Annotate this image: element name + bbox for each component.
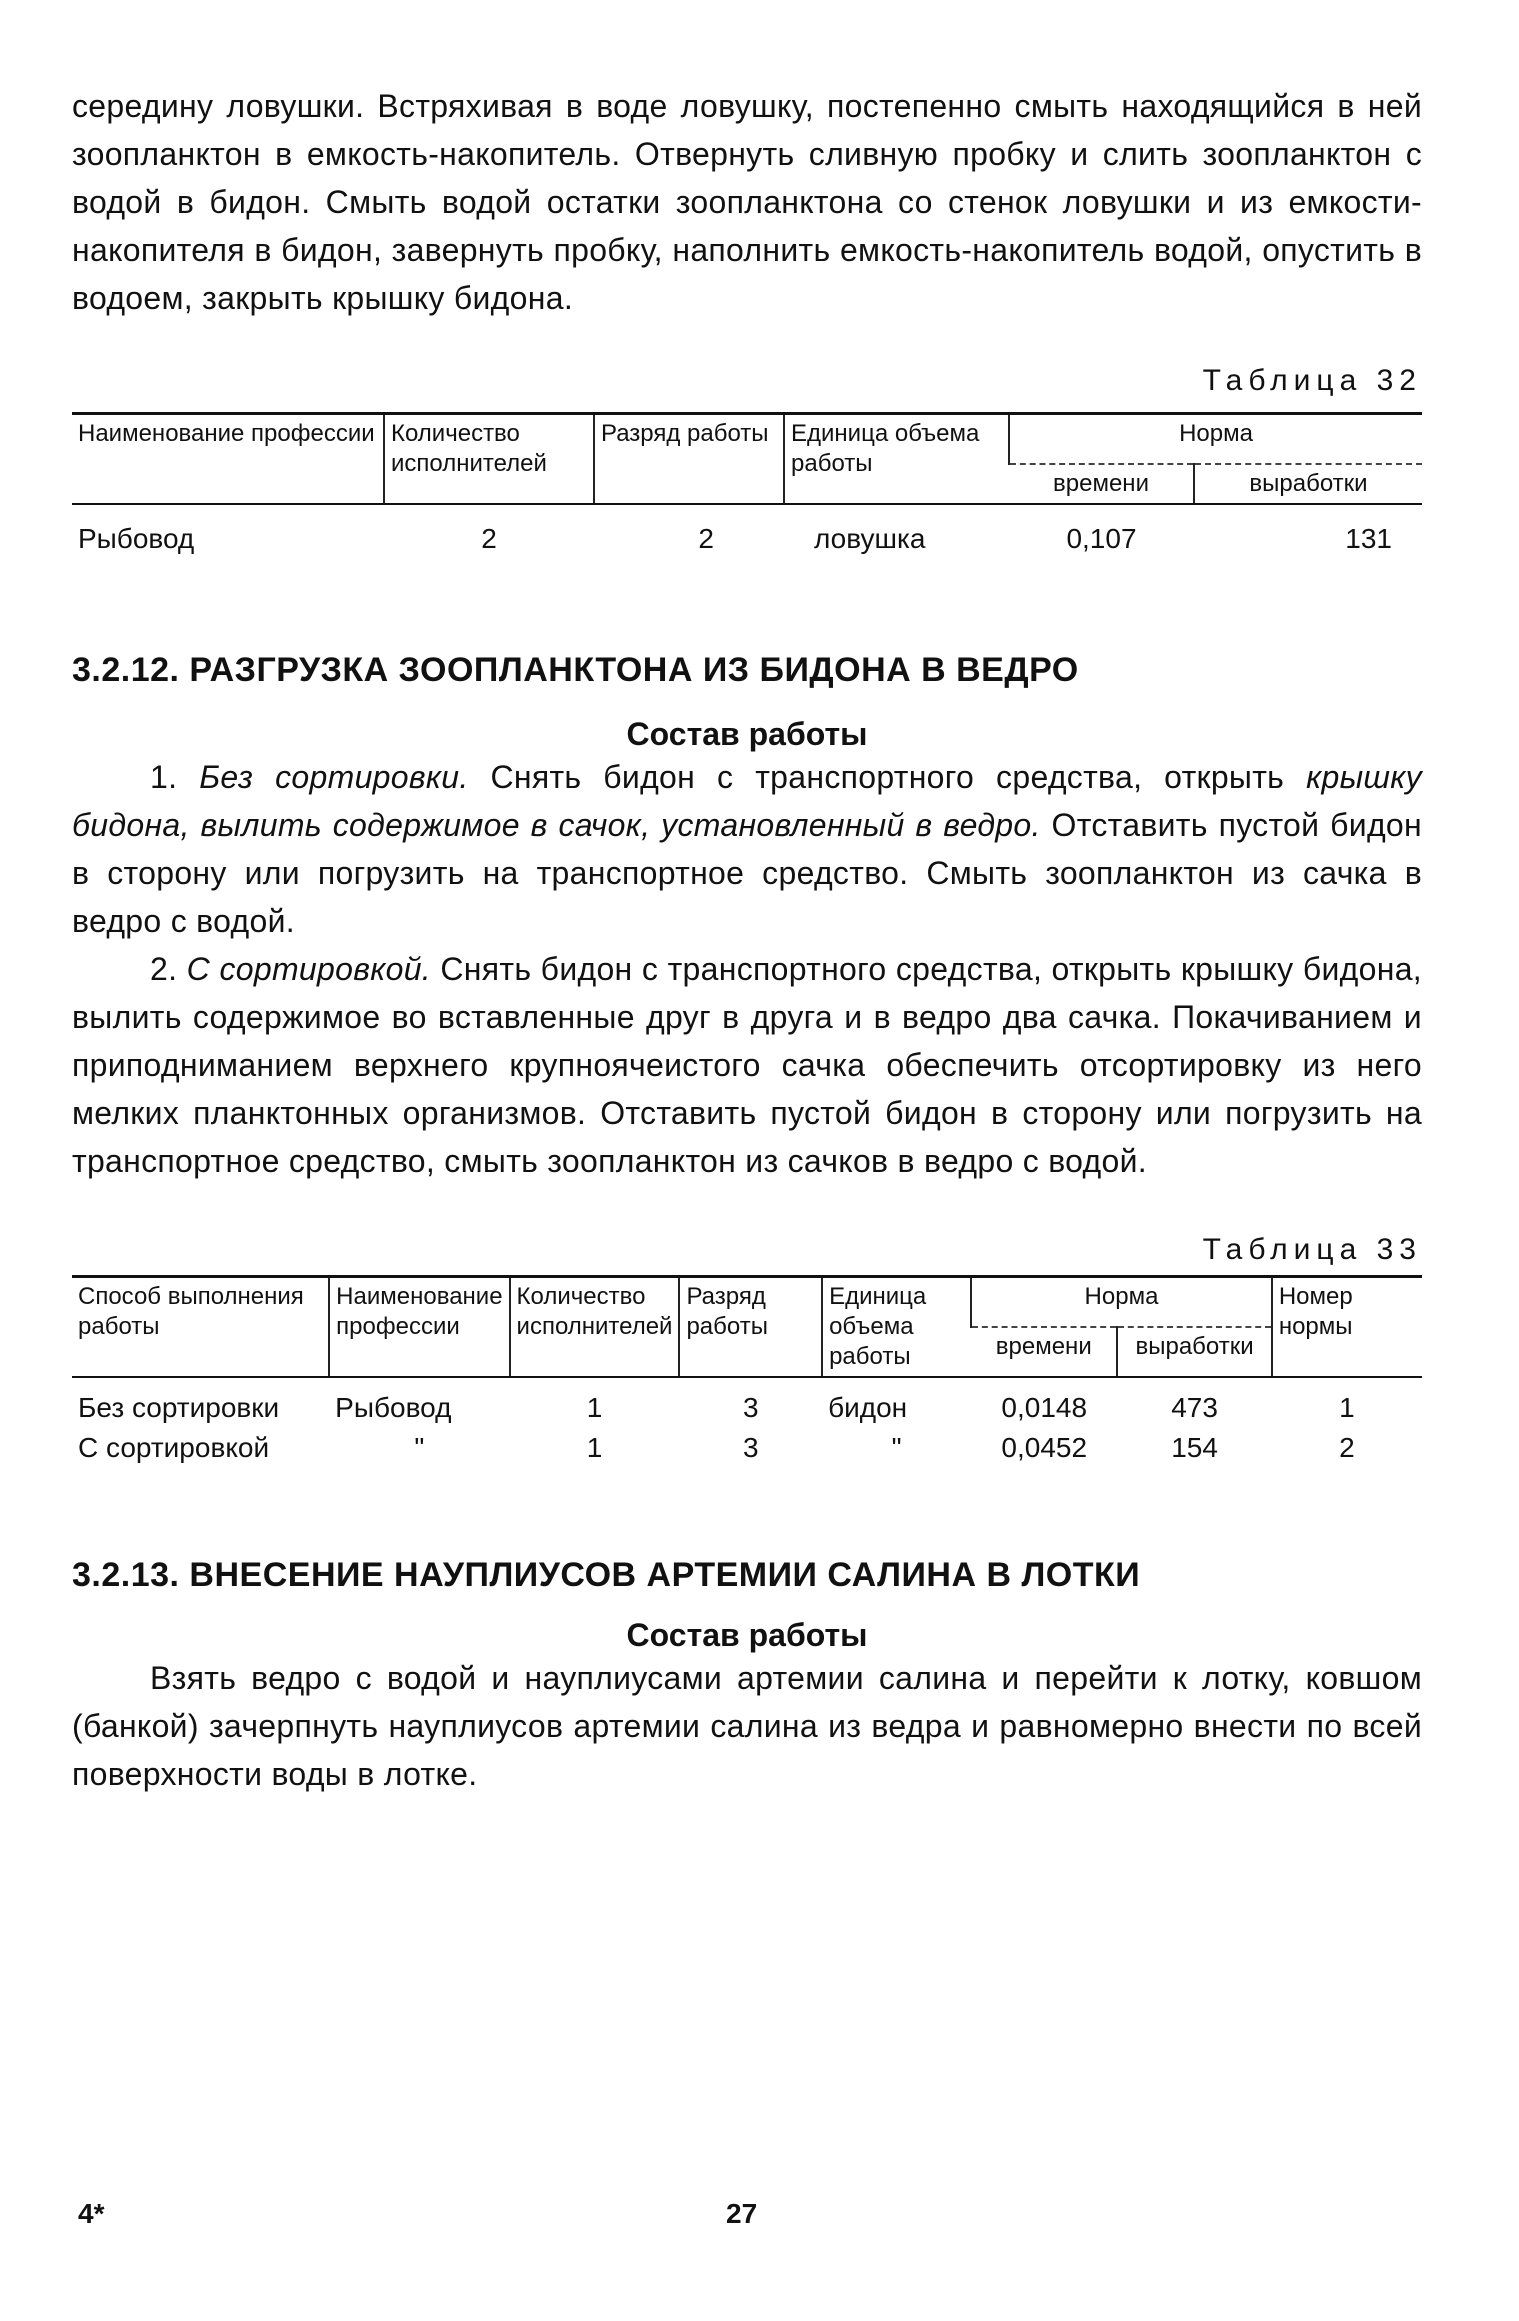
table-32-caption: Таблица 32 <box>1202 364 1422 397</box>
header-norm: Норма <box>971 1277 1272 1328</box>
cell-grade: 2 <box>698 523 714 554</box>
cell-method: С сортировкой <box>78 1432 270 1463</box>
page-number: 27 <box>726 2198 758 2229</box>
header-unit: Единица объема работы <box>822 1277 971 1378</box>
table-33 <box>72 1275 1422 1468</box>
header-method: Способ выполнения работы <box>72 1277 329 1378</box>
cell-output: 473 <box>1171 1392 1218 1423</box>
table-row <box>72 1428 1422 1468</box>
signature-mark: 4* <box>78 2198 105 2229</box>
work-item-2: 2. С сортировкой. Снять бидон с транспортного средства, открыть крышку бидона, вылить содержимое во вставленные друг в друга и в ведро два сачка. Покачиванием и приподниманием верхнего крупноячеистого сачка обеспечить отсортировку из него мелких планктонных организмов. Отставить пустой бидон в сторону или погрузить на транспортное средство, смыть зоопланктон из сачков в ведро с водой. <box>72 951 1422 1179</box>
section-title-3-2-12: 3.2.12. РАЗГРУЗКА ЗООПЛАНКТОНА ИЗ БИДОНА В ВЕДРО <box>72 651 1079 689</box>
header-norm: Норма <box>1009 414 1422 465</box>
table-row <box>72 1377 1422 1428</box>
cell-unit: бидон <box>828 1392 908 1423</box>
header-output: выработки <box>1194 464 1422 504</box>
cell-profession: Рыбовод <box>78 523 195 554</box>
work-item-1: 1. Без сортировки. Снять бидон с транспортного средства, открыть крышку бидона, вылить содержимое в сачок, установленный в ведро. Отставить пустой бидон в сторону или погрузить на транспортное средство. Смыть зоопланктон из сачка в ведро с водой. <box>72 759 1422 939</box>
cell-method: Без сортировки <box>78 1392 280 1423</box>
cell-count: 2 <box>481 523 497 554</box>
table-row <box>72 504 1422 559</box>
cell-output: 131 <box>1345 523 1392 554</box>
cell-time: 0,0148 <box>1001 1392 1088 1423</box>
cell-profession: " <box>414 1432 425 1463</box>
section-subtitle: Состав работы <box>626 1617 868 1653</box>
cell-time: 0,107 <box>1066 523 1137 554</box>
section-subtitle: Состав работы <box>626 716 868 752</box>
header-output: выработки <box>1117 1327 1272 1377</box>
cell-number: 2 <box>1339 1432 1355 1463</box>
header-grade: Разряд работы <box>679 1277 822 1378</box>
header-profession: Наименование профессии <box>72 414 384 505</box>
header-count: Количество исполнителей <box>510 1277 680 1378</box>
cell-count: 1 <box>586 1392 603 1423</box>
cell-time: 0,0452 <box>1001 1432 1088 1463</box>
page-content <box>72 82 1422 1798</box>
cell-unit: " <box>891 1432 902 1463</box>
cell-grade: 3 <box>742 1432 759 1463</box>
cell-output: 154 <box>1171 1432 1218 1463</box>
table-33-caption: Таблица 33 <box>1202 1233 1422 1266</box>
header-profession: Наименование профессии <box>329 1277 509 1378</box>
cell-count: 1 <box>586 1432 603 1463</box>
cell-number: 1 <box>1339 1392 1355 1423</box>
cell-profession: Рыбовод <box>335 1392 452 1423</box>
header-unit: Единица объема работы <box>784 414 1009 505</box>
cell-grade: 3 <box>742 1392 759 1423</box>
table-32 <box>72 412 1422 559</box>
header-time: времени <box>971 1327 1117 1377</box>
header-time: времени <box>1009 464 1194 504</box>
header-count: Количество исполнителей <box>384 414 594 505</box>
intro-paragraph: середину ловушки. Встряхивая в воде ловушку, постепенно смыть находящийся в ней зоопланктон в емкость-накопитель. Отвернуть сливную пробку и слить зоопланктон с водой в бидон. Смыть водой остатки зоопланктона со стенок ловушки и из емкости-накопителя в бидон, завернуть пробку, наполнить емкость-накопитель водой, опустить в водоем, закрыть крышку бидона. <box>72 88 1422 316</box>
cell-unit: ловушка <box>814 523 926 554</box>
section-2-paragraph: Взять ведро с водой и науплиусами артемии салина и перейти к лотку, ковшом (банкой) зачерпнуть науплиусов артемии салина из ведра и равномерно внести по всей поверхности воды в лотке. <box>72 1660 1422 1792</box>
header-number: Номер нормы <box>1272 1277 1422 1378</box>
section-title-3-2-13: 3.2.13. ВНЕСЕНИЕ НАУПЛИУСОВ АРТЕМИИ САЛИНА В ЛОТКИ <box>72 1556 1141 1594</box>
header-grade: Разряд работы <box>594 414 784 505</box>
